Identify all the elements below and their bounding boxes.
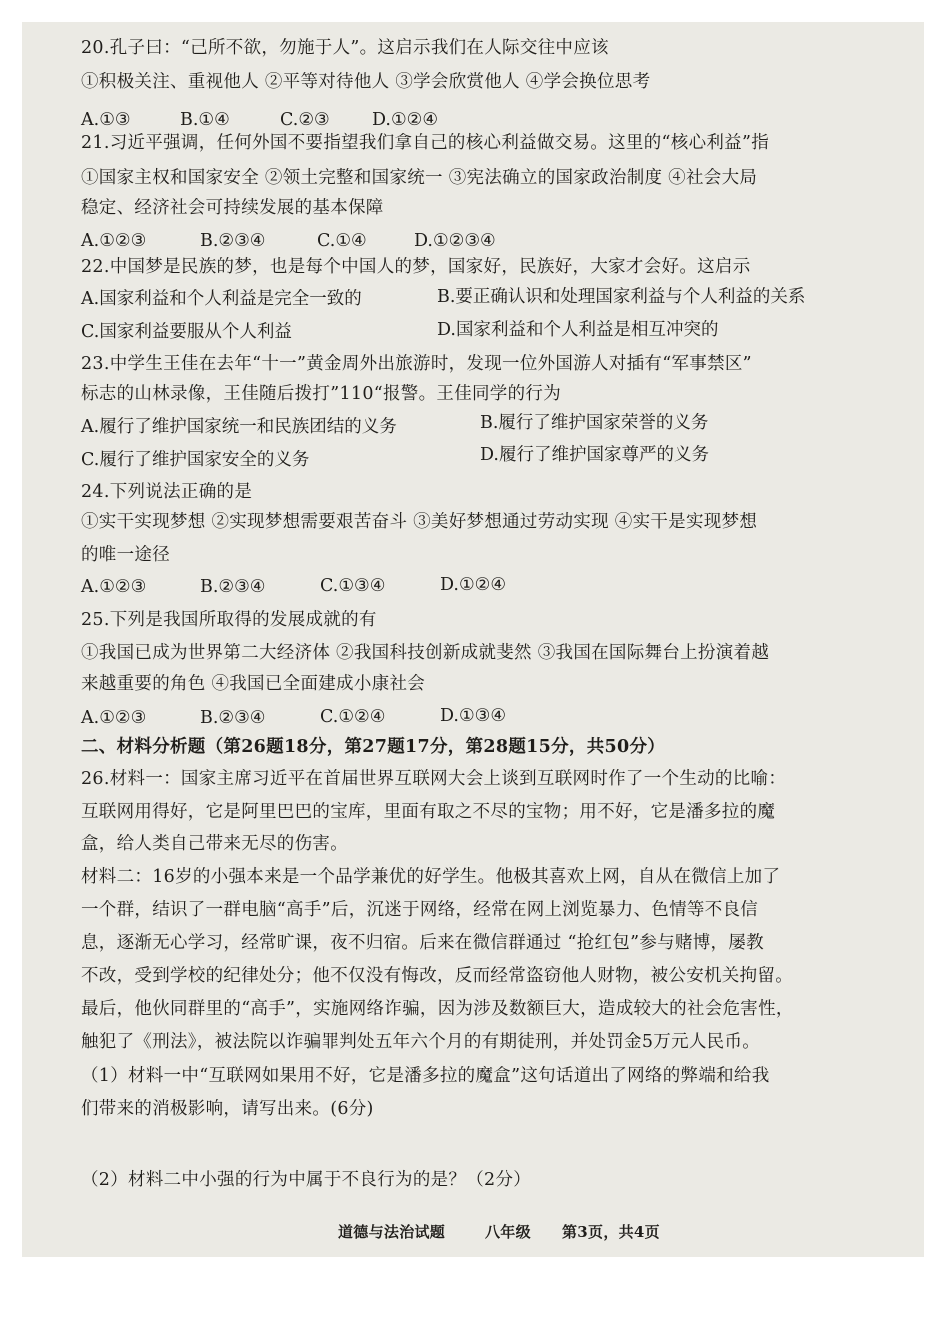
q22-option-c: C.国家利益要服从个人利益 <box>81 322 292 342</box>
q20-option-b: B.①④ <box>180 110 230 130</box>
q21-option-c: C.①④ <box>317 231 367 251</box>
q20-stem: 20.孔子曰：“己所不欲，勿施于人”。这启示我们在人际交往中应该 <box>81 38 609 58</box>
q24-option-a: A.①②③ <box>81 577 147 597</box>
q26-sub1-line1: （1）材料一中“互联网如果用不好，它是潘多拉的魔盒”这句话道出了网络的弊端和给我 <box>81 1066 770 1086</box>
q24-option-b: B.②③④ <box>200 577 266 597</box>
q21-option-d: D.①②③④ <box>414 231 496 251</box>
q23-option-d: D.履行了维护国家尊严的义务 <box>480 445 709 465</box>
q22-stem: 22.中国梦是民族的梦，也是每个中国人的梦，国家好，民族好，大家才会好。这启示 <box>81 257 751 277</box>
q26-material2-line2: 一个群，结识了一群电脑“高手”后，沉迷于网络，经常在网上浏览暴力、色情等不良信 <box>81 900 759 920</box>
q25-option-c: C.①②④ <box>320 707 386 727</box>
q23-stem-line1: 23.中学生王佳在去年“十一”黄金周外出旅游时，发现一位外国游人对插有“军事禁区” <box>81 354 752 374</box>
section-heading: 二、材料分析题（第26题18分，第27题17分，第28题15分，共50分） <box>81 737 666 757</box>
q26-material2-line1: 材料二：16岁的小强本来是一个品学兼优的好学生。他极其喜欢上网，自从在微信上加了 <box>81 867 781 887</box>
q25-items-line2: 来越重要的角色 ④我国已全面建成小康社会 <box>81 674 426 694</box>
q26-material1-line1: 26.材料一：国家主席习近平在首届世界互联网大会上谈到互联网时作了一个生动的比喻： <box>81 769 787 789</box>
q24-items-line1: ①实干实现梦想 ②实现梦想需要艰苦奋斗 ③美好梦想通过劳动实现 ④实干是实现梦想 <box>81 512 758 532</box>
q25-option-a: A.①②③ <box>81 708 147 728</box>
q26-material2-line5: 最后，他伙同群里的“高手”，实施网络诈骗，因为涉及数额巨大，造成较大的社会危害性， <box>81 999 794 1019</box>
q22-option-a: A.国家利益和个人利益是完全一致的 <box>81 289 362 309</box>
q25-stem: 25.下列是我国所取得的发展成就的有 <box>81 610 377 630</box>
q22-option-b: B.要正确认识和处理国家利益与个人利益的关系 <box>437 287 806 307</box>
q26-sub2: （2）材料二中小强的行为中属于不良行为的是？（2分） <box>81 1170 532 1190</box>
q21-items-line1: ①国家主权和国家安全 ②领土完整和国家统一 ③宪法确立的国家政治制度 ④社会大局 <box>81 168 758 188</box>
q23-option-b: B.履行了维护国家荣誉的义务 <box>480 413 709 433</box>
q20-items: ①积极关注、重视他人 ②平等对待他人 ③学会欣赏他人 ④学会换位思考 <box>81 72 651 92</box>
q23-option-c: C.履行了维护国家安全的义务 <box>81 450 310 470</box>
q21-stem: 21.习近平强调，任何外国不要指望我们拿自己的核心利益做交易。这里的“核心利益”指 <box>81 133 770 153</box>
footer-subject: 道德与法治试题 <box>338 1223 446 1241</box>
q26-material2-line4: 不改，受到学校的纪律处分；他不仅没有悔改，反而经常盗窃他人财物，被公安机关拘留。 <box>81 966 793 986</box>
q25-items-line1: ①我国已成为世界第二大经济体 ②我国科技创新成就斐然 ③我国在国际舞台上扮演着越 <box>81 643 770 663</box>
q20-option-c: C.②③ <box>280 110 330 130</box>
q26-material1-line2: 互联网用得好，它是阿里巴巴的宝库，里面有取之不尽的宝物；用不好，它是潘多拉的魔 <box>81 802 776 822</box>
q23-stem-line2: 标志的山林录像，王佳随后拨打”110“报警。王佳同学的行为 <box>81 384 561 404</box>
q26-sub1-line2: 们带来的消极影响，请写出来。(6分) <box>81 1099 374 1119</box>
q21-option-b: B.②③④ <box>200 231 266 251</box>
q25-option-b: B.②③④ <box>200 708 266 728</box>
footer-page-number: 第3页，共4页 <box>562 1223 660 1241</box>
q24-stem: 24.下列说法正确的是 <box>81 482 253 502</box>
footer-grade: 八年级 <box>485 1223 531 1241</box>
q21-option-a: A.①②③ <box>81 231 147 251</box>
q24-option-c: C.①③④ <box>320 576 386 596</box>
q23-option-a: A.履行了维护国家统一和民族团结的义务 <box>81 417 397 437</box>
q24-option-d: D.①②④ <box>440 575 507 595</box>
q26-material1-line3: 盒，给人类自己带来无尽的伤害。 <box>81 834 348 854</box>
q20-option-a: A.①③ <box>81 110 131 130</box>
exam-page <box>22 22 924 1257</box>
q26-material2-line3: 息，逐渐无心学习，经常旷课，夜不归宿。后来在微信群通过 “抢红包”参与赌博，屡教 <box>81 933 764 953</box>
q20-option-d: D.①②④ <box>372 110 439 130</box>
q24-items-line2: 的唯一途径 <box>81 545 170 565</box>
q21-items-line2: 稳定、经济社会可持续发展的基本保障 <box>81 198 384 218</box>
q25-option-d: D.①③④ <box>440 706 507 726</box>
q22-option-d: D.国家利益和个人利益是相互冲突的 <box>437 320 719 340</box>
q26-material2-line6: 触犯了《刑法》，被法院以诈骗罪判处五年六个月的有期徒刑，并处罚金5万元人民币。 <box>81 1032 761 1052</box>
